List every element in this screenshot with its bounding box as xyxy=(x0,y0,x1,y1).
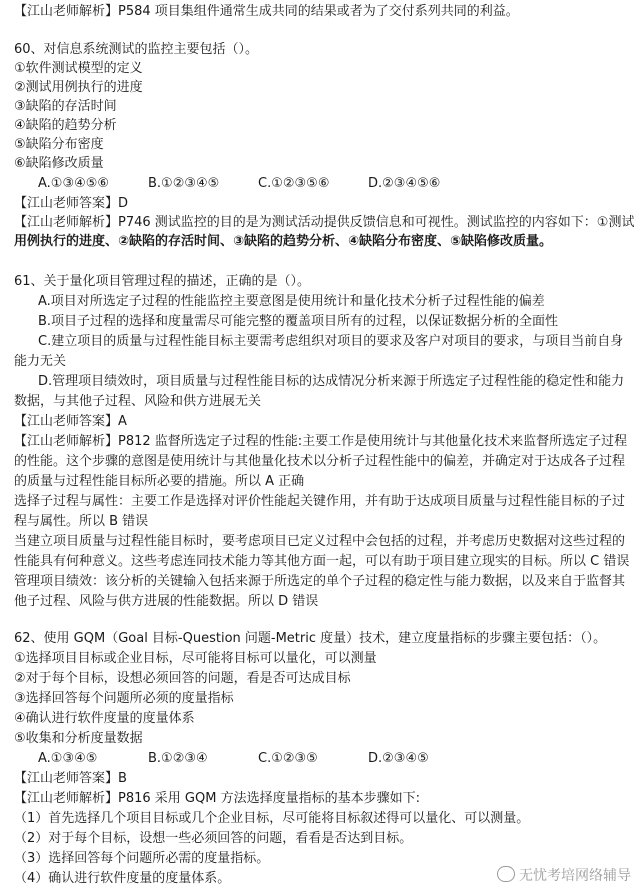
q62-option-b: B.①②③④ xyxy=(148,751,208,766)
q62-item: ⑤收集和分析度量数据 xyxy=(14,731,143,746)
q60-item: ⑤缺陷分布密度 xyxy=(14,137,104,152)
q62-step: （2）对于每个目标，设想一些必须回答的问题，看看是否达到目标。 xyxy=(14,831,413,846)
q62-options xyxy=(38,750,641,768)
q61-analysis-line: 性能具有何种意义。这些考虑连同技术能力等其他方面一起，可以有助于项目建立现实的目标。所以 C 错误 xyxy=(14,554,630,569)
q61-analysis-line: 他子过程、风险与供方进展的性能数据。所以 D 错误 xyxy=(14,594,319,609)
q60-item: ①软件测试模型的定义 xyxy=(14,61,143,76)
q60-option-d: D.②③④⑤⑥ xyxy=(368,176,441,191)
question-60-title: 60、对信息系统测试的监控主要包括（）。 xyxy=(14,42,259,57)
q61-option-c: C.建立项目的质量与过程性能目标主要需考虑组织对项目的要求及客户对项目的要求，与项目当前自身 xyxy=(38,334,624,349)
q61-answer: 【江山老师答案】A xyxy=(14,414,127,429)
brand-watermark xyxy=(497,865,631,885)
brand-label: 无忧考培网络辅导 xyxy=(519,868,631,884)
q60-analysis-line: 用例执行的进度、②缺陷的存活时间、③缺陷的趋势分析、④缺陷分布密度、⑤缺陷修改质量。 xyxy=(14,234,553,249)
q61-analysis-line: 的性能。这个步骤的意图是使用统计与其他量化技术以分析子过程性能中的偏差，并确定对于达成各子过程 xyxy=(14,454,626,469)
q60-item: ⑥缺陷修改质量 xyxy=(14,156,104,171)
q61-option-c-cont: 能力无关 xyxy=(14,354,67,369)
q60-option-c: C.①②③⑤⑥ xyxy=(258,176,330,191)
q61-analysis-line: 程与属性。所以 B 错误 xyxy=(14,514,149,529)
q62-item: ③选择回答每个问题所必须的度量指标 xyxy=(14,691,234,706)
q62-answer: 【江山老师答案】B xyxy=(14,771,127,786)
q60-answer: 【江山老师答案】D xyxy=(14,196,129,211)
q62-step: （3）选择回答每个问题所必需的度量指标。 xyxy=(14,851,270,866)
wechat-icon xyxy=(497,866,515,882)
q61-option-a: A.项目对所选定子过程的性能监控主要意图是使用统计和量化技术分析子过程性能的偏差 xyxy=(38,294,545,309)
q61-analysis-line: 的质量与过程性能目标所必要的措施。所以 A 正确 xyxy=(14,474,305,489)
q62-step: （1）首先选择几个项目目标或几个企业目标，尽可能将目标叙述得可以量化、可以测量。 xyxy=(14,811,530,826)
q61-option-b: B.项目子过程的选择和度量需尽可能完整的覆盖项目所有的过程，以保证数据分析的全面性 xyxy=(38,314,559,329)
q61-analysis-line: 当建立项目质量与过程性能目标时，要考虑项目已定义过程中会包括的过程，并考虑历史数据对这些过程的 xyxy=(14,534,626,549)
q62-item: ②对于每个目标，设想必须回答的问题，看是否可达成目标 xyxy=(14,671,351,686)
q62-item: ④确认进行软件度量的度量体系 xyxy=(14,711,195,726)
q61-analysis-line: 管理项目绩效：该分析的关键输入包括来源于所选定的单个子过程的稳定性与能力数据，以及来自于监督其 xyxy=(14,574,626,589)
q61-analysis-line: 【江山老师解析】P812 监督所选定子过程的性能:主要工作是使用统计与其他量化技术来监督所选定子过程 xyxy=(14,434,628,449)
question-62-title: 62、使用 GQM（Goal 目标-Question 问题-Metric 度量）技术，建立度量指标的步骤主要包括：（）。 xyxy=(14,631,607,646)
q62-item: ①选择项目目标或企业目标，尽可能将目标可以量化，可以测量 xyxy=(14,651,377,666)
q60-option-b: B.①②③④⑤ xyxy=(148,176,220,191)
q62-option-a: A.①③④⑤ xyxy=(38,751,98,766)
q62-option-d: D.②③④⑤ xyxy=(368,751,429,766)
q61-option-d: D.管理项目绩效时，项目质量与过程性能目标的达成情况分析来源于所选定子过程性能的稳定性和能力 xyxy=(38,374,625,389)
q62-step: （4）确认进行软件度量的度量体系。 xyxy=(14,871,231,886)
q60-options xyxy=(38,175,641,193)
q60-item: ③缺陷的存活时间 xyxy=(14,99,117,114)
q60-analysis-line: 【江山老师解析】P746 测试监控的目的是为测试活动提供反馈信息和可视性。测试监控的内容如下：①测试 xyxy=(14,215,634,230)
question-61-title: 61、关于量化项目管理过程的描述，正确的是（）。 xyxy=(14,274,311,289)
q61-option-d-cont: 数据，与其他子过程、风险和供方进展无关 xyxy=(14,394,262,409)
q62-option-c: C.①②③⑤ xyxy=(258,751,318,766)
analysis-q59: 【江山老师解析】P584 项目集组件通常生成共同的结果或者为了交付系列共同的利益。 xyxy=(14,4,519,19)
q60-option-a: A.①③④⑤⑥ xyxy=(38,176,110,191)
q60-item: ④缺陷的趋势分析 xyxy=(14,118,117,133)
q61-analysis-line: 选择子过程与属性：主要工作是选择对评价性能起关键作用，并有助于达成项目质量与过程性能目标的子过 xyxy=(14,494,626,509)
q60-item: ②测试用例执行的进度 xyxy=(14,80,143,95)
q62-analysis: 【江山老师解析】P816 采用 GQM 方法选择度量指标的基本步骤如下: xyxy=(14,791,420,806)
